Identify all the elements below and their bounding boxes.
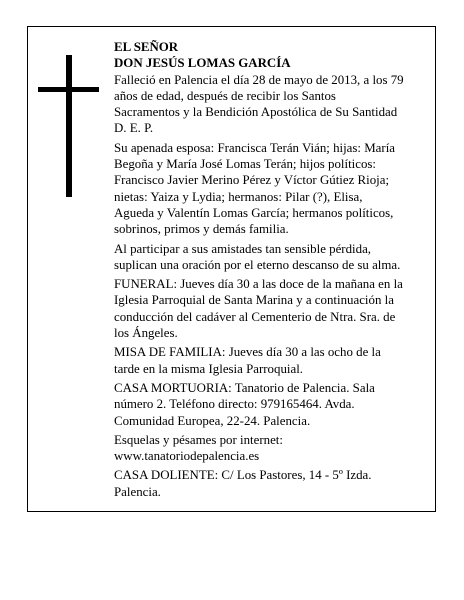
notice-text [114,39,426,500]
paragraph-line: los Ángeles. [114,326,178,341]
paragraph-line: CASA DOLIENTE: C/ Los Pastores, 14 - 5º Izda. [114,468,372,483]
family-paragraph [114,140,426,238]
paragraph-line: sobrinos, primos y demás familia. [114,222,289,237]
notice-title-line-1: EL SEÑOR [114,40,179,54]
paragraph-line: Al participar a sus amistades tan sensible pérdida, [114,241,372,256]
paragraph-line: tarde en la misma Iglesia Parroquial. [114,361,303,376]
cross-icon-vertical-bar [66,55,72,197]
paragraph-line: Palencia. [114,484,161,499]
notice-title-line-2: DON JESÚS LOMAS GARCÍA [114,56,291,71]
cross-icon-horizontal-bar [38,87,99,92]
death-paragraph [114,72,426,137]
paragraph-line: Begoña y María José Lomas Terán; hijos políticos: [114,157,376,172]
paragraph-line: MISA DE FAMILIA: Jueves día 30 a las ocho de la [114,345,381,360]
paragraph-line: FUNERAL: Jueves día 30 a las doce de la mañana en la [114,277,403,292]
mass-paragraph [114,344,426,377]
paragraph-line: conducción del cadáver al Cementerio de Ntra. Sra. de [114,309,396,324]
paragraph-line: Esquelas y pésames por internet: [114,432,283,447]
paragraph-line: Falleció en Palencia el día 28 de mayo de 2013, a los 79 [114,72,404,87]
paragraph-line: Su apenada esposa: Francisca Terán Vián; hijas: María [114,140,395,155]
paragraph-line: Sacramentos y la Bendición Apostólica de Su Santidad [114,105,398,120]
family-home-paragraph [114,467,426,500]
paragraph-line: Francisco Javier Merino Pérez y Víctor Gútiez Rioja; [114,173,390,188]
paragraph-line: Iglesia Parroquial de Santa Marina y a continuación la [114,293,394,308]
paragraph-line: número 2. Teléfono directo: 979165464. Avda. [114,397,355,412]
paragraph-line: Comunidad Europea, 22-24. Palencia. [114,413,311,428]
website-link-text: www.tanatoriodepalencia.es [114,449,260,464]
paragraph-line: suplican una oración por el eterno descanso de su alma. [114,257,401,272]
paragraph-line: CASA MORTUORIA: Tanatorio de Palencia. Sala [114,380,375,395]
condolences-paragraph [114,432,426,465]
funeral-home-paragraph [114,380,426,429]
paragraph-line: nietas: Yaiza y Lydia; hermanos: Pilar (?), Elisa, [114,189,363,204]
request-paragraph [114,241,426,274]
paragraph-line: Agueda y Valentín Lomas García; hermanos políticos, [114,205,394,220]
funeral-paragraph [114,276,426,341]
paragraph-line: D. E. P. [114,121,154,136]
paragraph-line: años de edad, después de recibir los Santos [114,88,336,103]
